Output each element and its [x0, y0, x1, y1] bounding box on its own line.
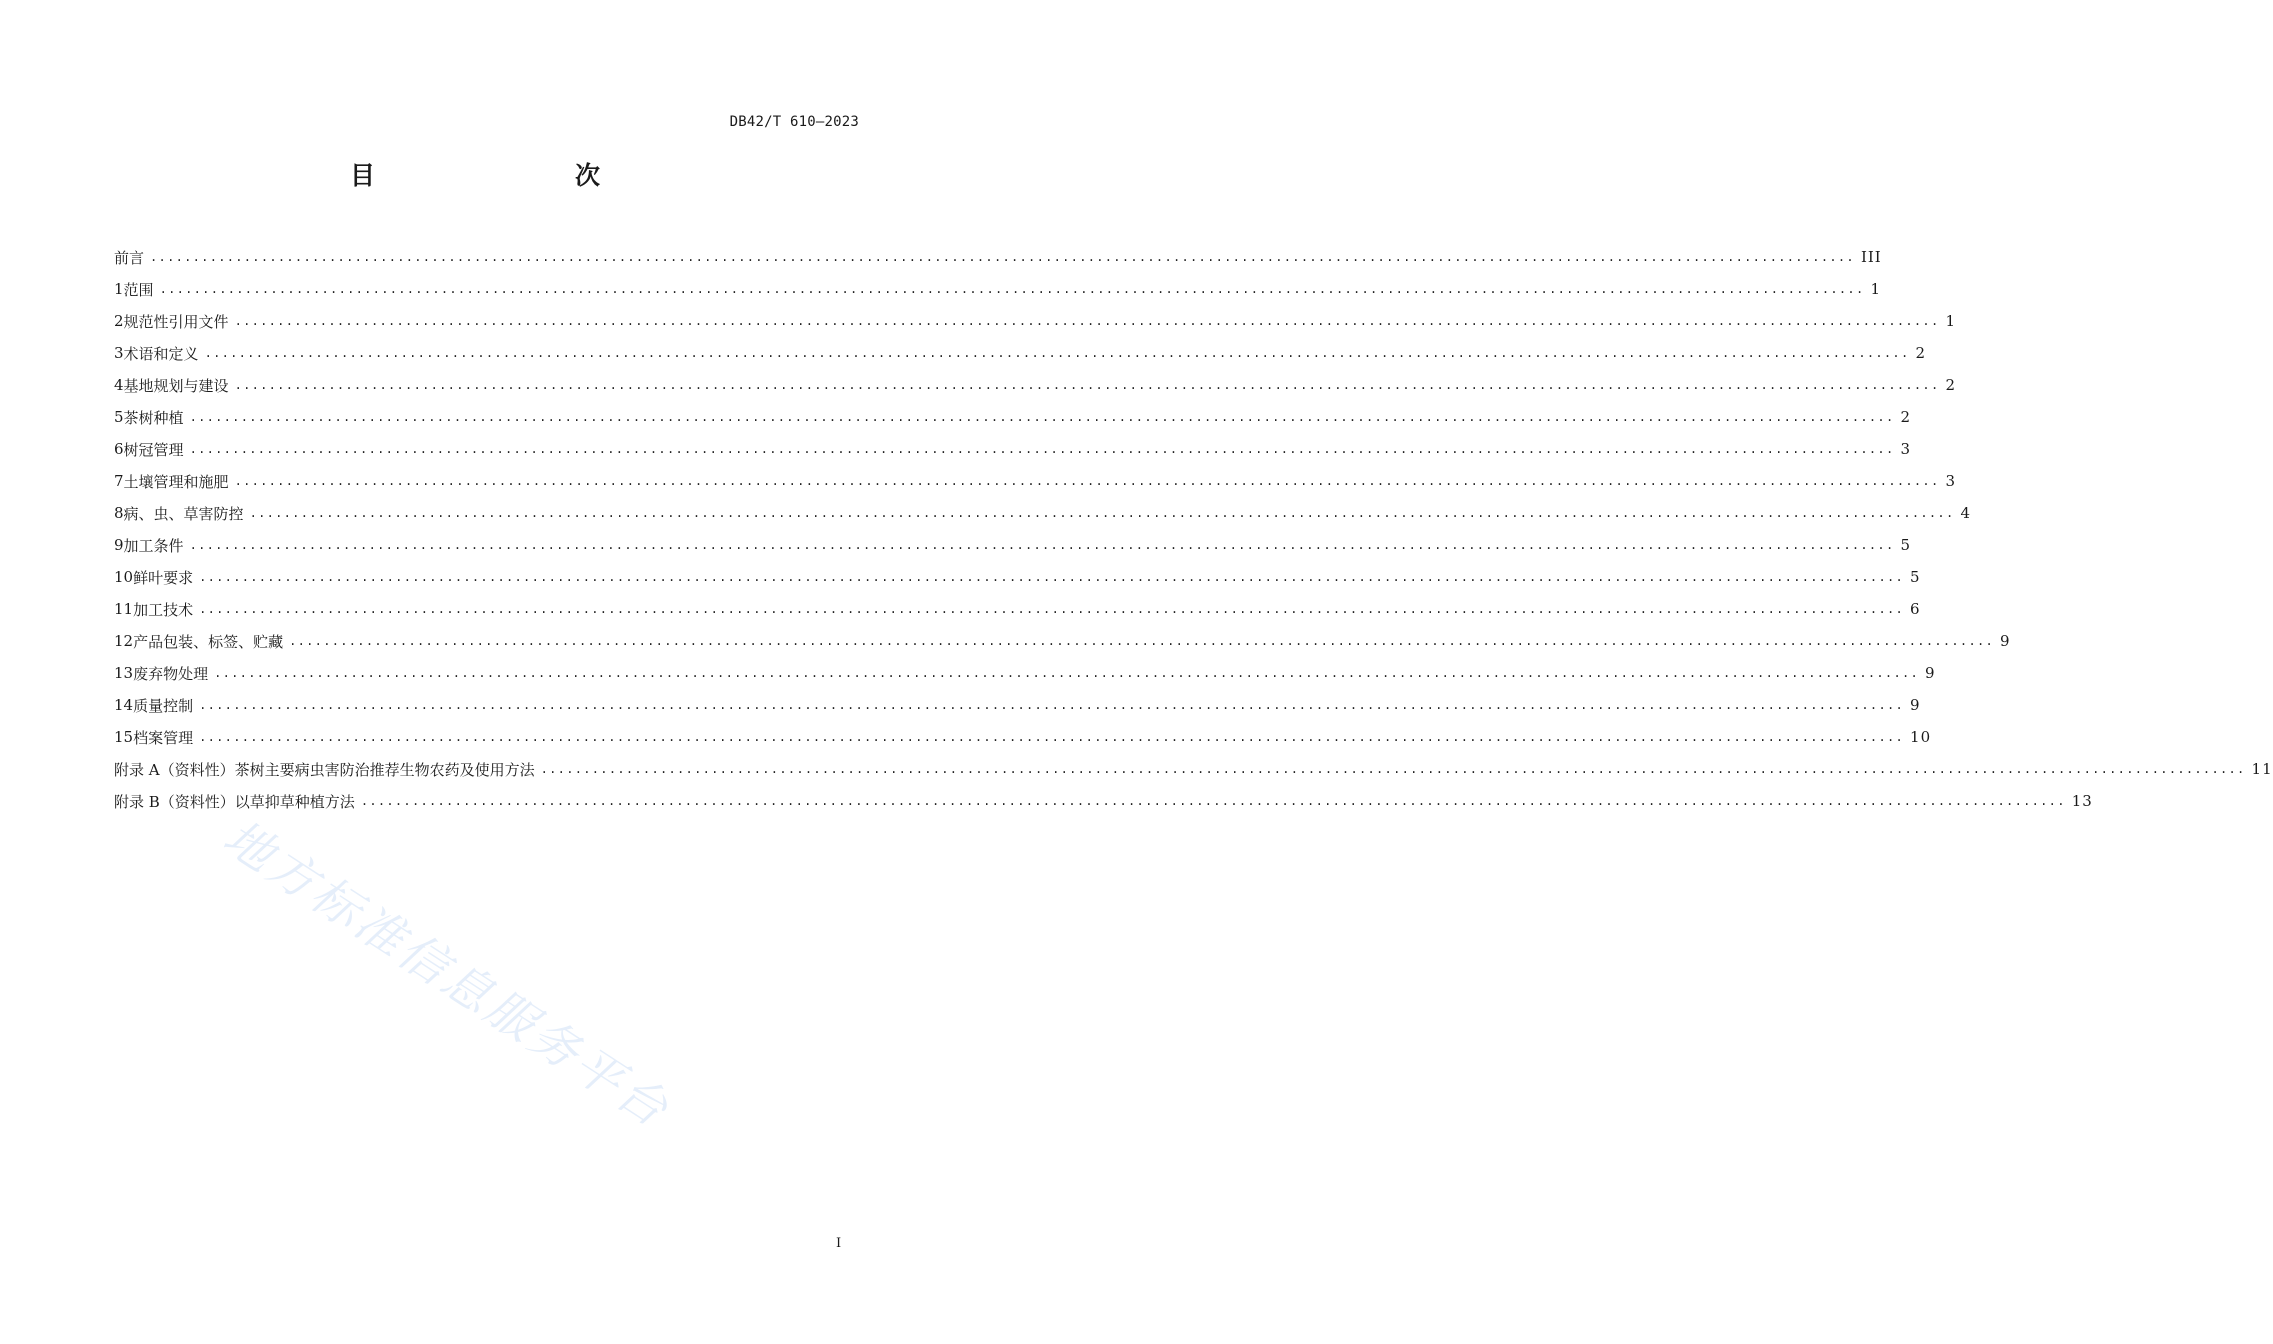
toc-number: 4: [114, 376, 124, 394]
toc-number: 13: [114, 664, 134, 682]
toc-entry-9[interactable]: [114, 529, 1912, 561]
toc-leader: ........................................................................................................................................................................................................: [234, 474, 1940, 488]
toc-entry-1[interactable]: [114, 273, 1882, 305]
toc-page: 10: [1910, 728, 1932, 746]
toc-entry-11[interactable]: [114, 593, 1921, 625]
toc-page: 6: [1910, 600, 1921, 618]
toc-label: 树冠管理: [123, 440, 184, 459]
toc-number: 14: [114, 696, 134, 714]
toc-label: 档案管理: [133, 728, 194, 747]
toc-label: 鲜叶要求: [133, 568, 194, 587]
toc-entry-4[interactable]: [114, 369, 1957, 401]
toc-number: 9: [114, 536, 124, 554]
table-of-contents: [114, 241, 2273, 817]
toc-page: 2: [1915, 344, 1927, 362]
toc-number: 附录 A（资料性）: [114, 760, 235, 779]
doc-code: DB42/T 610—2023: [729, 114, 859, 130]
toc-label: 基地规划与建设: [123, 376, 229, 395]
toc-page: 3: [1945, 472, 1957, 490]
toc-label: 茶树种植: [123, 408, 184, 427]
toc-leader: ........................................................................................................................................................................................................: [214, 666, 1920, 680]
toc-number: 附录 B（资料性）: [114, 792, 235, 811]
toc-number: 6: [114, 440, 124, 458]
toc-entry-preface[interactable]: [114, 241, 1882, 273]
toc-page: 9: [1910, 696, 1921, 714]
toc-label: 前言: [114, 248, 145, 267]
page-title: 目 次: [349, 161, 650, 190]
toc-entry-appendix-a[interactable]: [114, 753, 2273, 785]
toc-label: 以草抑草种植方法: [234, 792, 355, 811]
toc-label: 病、虫、草害防控: [123, 504, 244, 523]
toc-page: 3: [1900, 440, 1912, 458]
toc-leader: ........................................................................................................................................................................................................: [189, 442, 1895, 456]
toc-label: 加工技术: [133, 600, 194, 619]
toc-page: 5: [1900, 536, 1912, 554]
toc-page: 13: [2071, 792, 2093, 810]
toc-label: 质量控制: [133, 696, 194, 715]
toc-leader: ........................................................................................................................................................................................................: [199, 698, 1905, 712]
toc-page: 1: [1870, 280, 1882, 298]
toc-number: 11: [114, 600, 134, 618]
toc-label: 术语和定义: [123, 344, 199, 363]
toc-leader: ........................................................................................................................................................................................................: [289, 634, 1995, 648]
toc-entry-14[interactable]: [114, 689, 1921, 721]
toc-leader: ........................................................................................................................................................................................................: [204, 346, 1910, 360]
toc-leader: ........................................................................................................................................................................................................: [199, 602, 1905, 616]
toc-page: 1: [1945, 312, 1957, 330]
toc-entry-8[interactable]: [114, 497, 1972, 529]
toc-page: 9: [1925, 664, 1936, 682]
toc-label: 废弃物处理: [133, 664, 209, 683]
toc-entry-7[interactable]: [114, 465, 1957, 497]
toc-number: 3: [114, 344, 124, 362]
toc-page: 2: [1900, 408, 1912, 426]
toc-label: 产品包装、标签、贮藏: [133, 632, 284, 651]
toc-entry-15[interactable]: [114, 721, 1932, 753]
toc-number: 1: [114, 280, 124, 298]
toc-entry-3[interactable]: [114, 337, 1927, 369]
toc-leader: ........................................................................................................................................................................................................: [189, 538, 1895, 552]
toc-label: 范围: [123, 280, 154, 299]
watermark: 地方标准信息服务平台: [213, 809, 681, 1140]
toc-number: 15: [114, 728, 134, 746]
toc-entry-5[interactable]: [114, 401, 1912, 433]
toc-label: 规范性引用文件: [123, 312, 229, 331]
toc-leader: ........................................................................................................................................................................................................: [199, 570, 1905, 584]
toc-page: 2: [1945, 376, 1957, 394]
toc-leader: ........................................................................................................................................................................................................: [234, 378, 1940, 392]
toc-number: 5: [114, 408, 124, 426]
toc-leader: ........................................................................................................................................................................................................: [159, 282, 1865, 296]
toc-number: 10: [114, 568, 134, 586]
toc-page: 4: [1960, 504, 1972, 522]
toc-leader: ........................................................................................................................................................................................................: [234, 314, 1940, 328]
toc-number: 7: [114, 472, 124, 490]
toc-entry-2[interactable]: [114, 305, 1957, 337]
toc-number: 2: [114, 312, 124, 330]
toc-entry-12[interactable]: [114, 625, 2011, 657]
toc-number: 8: [114, 504, 124, 522]
toc-number: 12: [114, 632, 134, 650]
toc-label: 茶树主要病虫害防治推荐生物农药及使用方法: [234, 760, 535, 779]
toc-entry-13[interactable]: [114, 657, 1936, 689]
toc-leader: ........................................................................................................................................................................................................: [540, 762, 2246, 776]
toc-leader: ........................................................................................................................................................................................................: [189, 410, 1895, 424]
toc-entry-appendix-b[interactable]: [114, 785, 2093, 817]
toc-leader: ........................................................................................................................................................................................................: [199, 730, 1905, 744]
toc-leader: ........................................................................................................................................................................................................: [360, 794, 2066, 808]
toc-leader: ........................................................................................................................................................................................................: [249, 506, 1955, 520]
toc-entry-6[interactable]: [114, 433, 1912, 465]
toc-leader: ........................................................................................................................................................................................................: [150, 250, 1855, 264]
toc-page: III: [1860, 248, 1882, 266]
toc-entry-10[interactable]: [114, 561, 1921, 593]
toc-page: 9: [2000, 632, 2011, 650]
toc-page: 11: [2251, 760, 2273, 778]
toc-page: 5: [1910, 568, 1921, 586]
toc-label: 土壤管理和施肥: [123, 472, 229, 491]
toc-label: 加工条件: [123, 536, 184, 555]
page-number: I: [836, 1236, 842, 1251]
